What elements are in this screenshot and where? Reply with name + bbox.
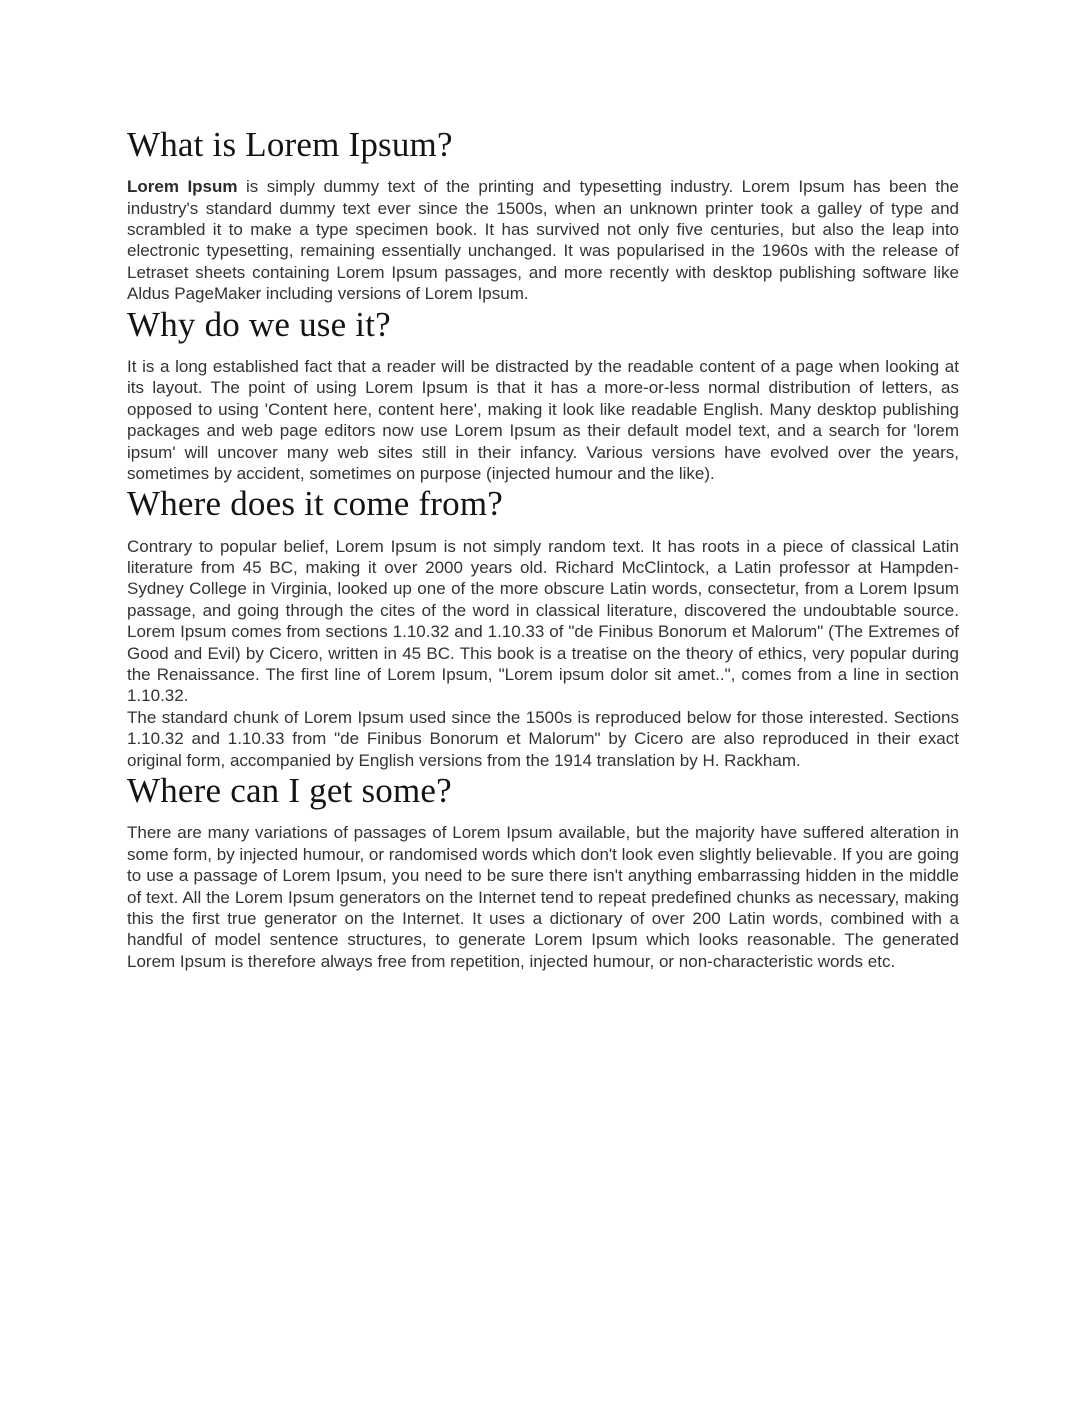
paragraph-text: is simply dummy text of the printing and typesetting industry. Lorem Ipsum has been the industry's standard dummy text ever since the 1500s, when an unknown printer took a galley of type and scrambled it to make a type specimen book. It has survived not only five centuries, but also the leap into electronic typesetting, remaining essentially unchanged. It was popularised in the 1960s with the release of Letraset sheets containing Lorem Ipsum passages, and more recently with desktop publishing software like Aldus PageMaker including versions of Lorem Ipsum. — [127, 177, 959, 304]
section-heading-where-can-i-get-some: Where can I get some? — [127, 771, 452, 811]
section-heading-why-do-we-use-it: Why do we use it? — [127, 304, 391, 344]
paragraph-why-do-we-use-it: It is a long established fact that a reader will be distracted by the readable content of a page when looking at its layout. The point of using Lorem Ipsum is that it has a more-or-less normal distribution of letters, as opposed to using 'Content here, content here', making it look like readable English. Many desktop publishing packages and web page editors now use Lorem Ipsum as their default model text, and a search for 'lorem ipsum' will uncover many web sites still in their infancy. Various versions have evolved over the years, sometimes by accident, sometimes on purpose (injected humour and the like). — [127, 356, 959, 483]
paragraph-what-is-lorem-ipsum — [127, 176, 959, 304]
section-heading-where-does-it-come-from: Where does it come from? — [127, 484, 504, 524]
paragraph-where-can-i-get-some: There are many variations of passages of Lorem Ipsum available, but the majority have suffered alteration in some form, by injected humour, or randomised words which don't look even slightly believable. If you are going to use a passage of Lorem Ipsum, you need to be sure there isn't anything embarrassing hidden in the middle of text. All the Lorem Ipsum generators on the Internet tend to repeat predefined chunks as necessary, making this the first true generator on the Internet. It uses a dictionary of over 200 Latin words, combined with a handful of model sentence structures, to generate Lorem Ipsum which looks reasonable. The generated Lorem Ipsum is therefore always free from repetition, injected humour, or non-characteristic words etc. — [127, 823, 959, 971]
bold-lead-lorem-ipsum: Lorem Ipsum — [127, 177, 238, 197]
section-heading-what-is-lorem-ipsum: What is Lorem Ipsum? — [127, 125, 453, 164]
paragraph-where-does-it-come-from-2: The standard chunk of Lorem Ipsum used since the 1500s is reproduced below for those interested. Sections 1.10.32 and 1.10.33 from "de Finibus Bonorum et Malorum" by Cicero are also reproduced in their exact original form, accompanied by English versions from the 1914 translation by H. Rackham. — [127, 707, 959, 770]
paragraph-where-does-it-come-from-1: Contrary to popular belief, Lorem Ipsum is not simply random text. It has roots in a piece of classical Latin literature from 45 BC, making it over 2000 years old. Richard McClintock, a Latin professor at Hampden-Sydney College in Virginia, looked up one of the more obscure Latin words, consectetur, from a Lorem Ipsum passage, and going through the cites of the word in classical literature, discovered the undoubtable source. Lorem Ipsum comes from sections 1.10.32 and 1.10.33 of "de Finibus Bonorum et Malorum" (The Extremes of Good and Evil) by Cicero, written in 45 BC. This book is a treatise on the theory of ethics, very popular during the Renaissance. The first line of Lorem Ipsum, "Lorem ipsum dolor sit amet..", comes from a line in section 1.10.32. — [127, 536, 959, 706]
